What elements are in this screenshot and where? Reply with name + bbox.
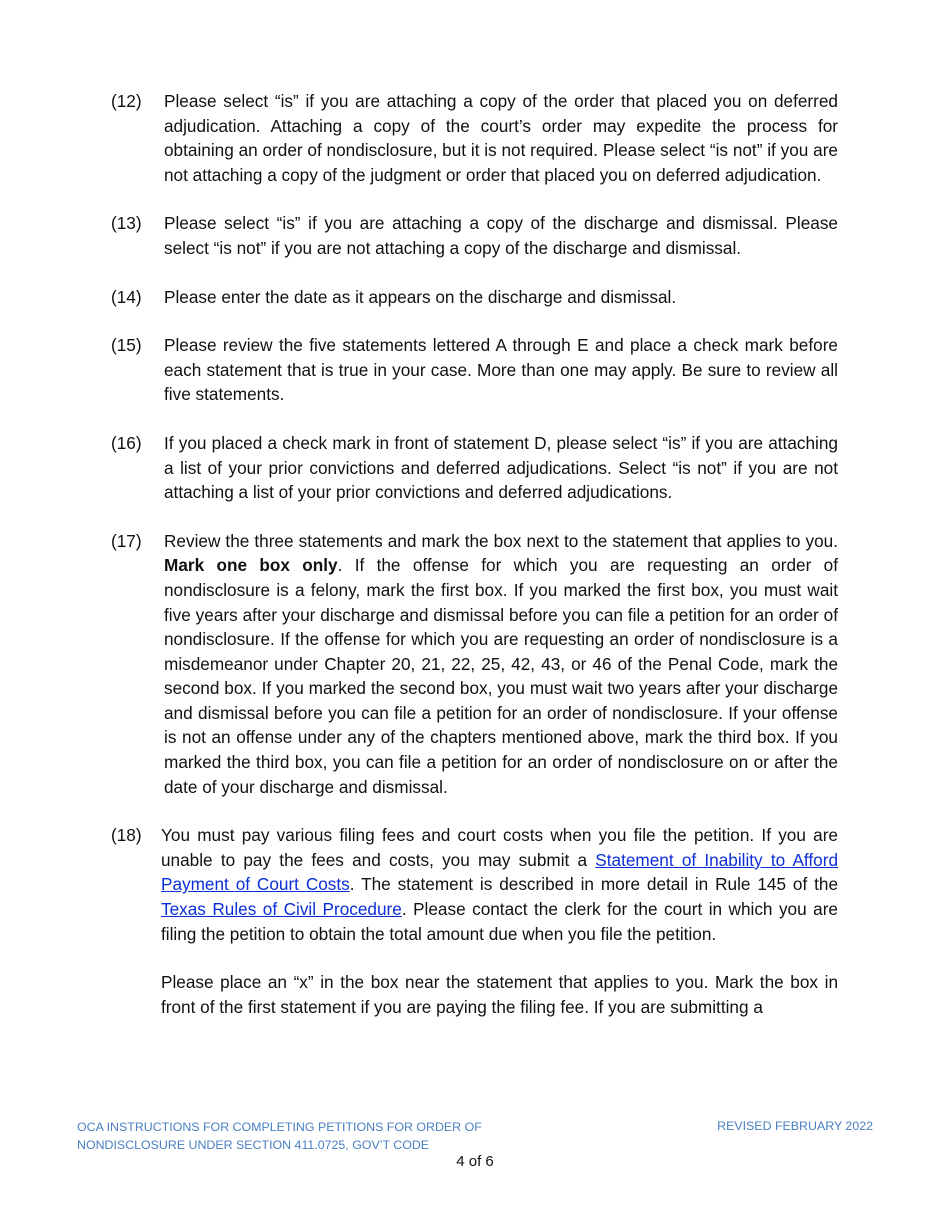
footer-title: [77, 1119, 482, 1154]
texas-rules-civil-procedure-link[interactable]: Texas Rules of Civil Procedure: [161, 899, 402, 920]
list-item-18: [111, 823, 838, 946]
item-text: If you placed a check mark in front of statement D, please select “is” if you are attaching a list of your prior convictions and deferred adjudications. Select “is not” if you are not attaching a list of your prior convictions and deferred adjudications.: [164, 432, 838, 503]
item-text: Please review the five statements lettered A through E and place a check mark before each statement that is true in your case. More than one may apply. Be sure to review all five statements.: [164, 335, 838, 405]
item17-lead: Review the three statements and mark the box next to the statement that applies to you.: [164, 530, 838, 551]
item-number: (14): [111, 286, 142, 307]
item18-part3: . Please contact the clerk for the court in which you are filing the petition to obtain the total amount due when you file the petition.: [161, 899, 838, 944]
item-text: Please select “is” if you are attaching a copy of the order that placed you on deferred adjudication. Attaching a copy of the court’s order may expedite the process for obtaining an order of nondisclosure, but it is not required. Please select “is not” if you are not attaching a copy of the judgment or order that placed you on deferred adjudication.: [164, 91, 838, 185]
item-number: (17): [111, 530, 142, 551]
item-number: (13): [111, 213, 142, 234]
item18-second-paragraph: Please place an “x” in the box near the statement that applies to you. Mark the box in front of the first statement if you are paying the filing fee. If you are submitting a: [161, 972, 838, 1017]
item17-bold-emphasis: Mark one box only: [164, 555, 338, 576]
item-text: Please select “is” if you are attaching a copy of the discharge and dismissal. Please select “is not” if you are not attaching a copy of the discharge and dismissal.: [164, 213, 838, 258]
item-text: Please enter the date as it appears on the discharge and dismissal.: [164, 286, 677, 307]
footer-revision-date: REVISED FEBRUARY 2022: [717, 1119, 873, 1133]
item-number: (15): [111, 335, 142, 356]
list-item: [111, 285, 838, 310]
footer-title-line2: NONDISCLOSURE UNDER SECTION 411.0725, GOV’T CODE: [77, 1137, 430, 1152]
item-number: (16): [111, 432, 142, 453]
list-item: [111, 431, 838, 505]
page-number: 4 of 6: [456, 1153, 494, 1170]
item-number: (12): [111, 91, 142, 111]
item17-rest: . If the offense for which you are requesting an order of nondisclosure is a felony, mark the first box. If you marked the first box, you must wait five years after your discharge and dismissal before you can file a petition for an order of nondisclosure. If the offense for which you are requesting an order of nondisclosure is a misdemeanor under Chapter 20, 21, 22, 25, 42, 43, or 46 of the Penal Code, mark the second box. If you marked the second box, you must wait two years after your discharge and dismissal before you can file a petition for an order of nondisclosure. If your offense is not an offense under any of the chapters mentioned above, mark the third box. If you marked the third box, you can file a petition for an order of nondisclosure on or after the date of your discharge and dismissal.: [164, 555, 838, 797]
list-item-17: [111, 529, 838, 800]
footer-title-line1: OCA INSTRUCTIONS FOR COMPLETING PETITIONS FOR ORDER OF: [77, 1120, 482, 1134]
item18-part1: You must pay various filing fees and court costs when you file the petition. If you are unable to pay the fees and costs, you may submit a: [161, 825, 838, 870]
list-item: [111, 333, 838, 407]
item-text: [161, 823, 838, 946]
item-text: [164, 529, 838, 800]
list-item: [111, 89, 838, 187]
list-item: [111, 211, 838, 260]
statement-of-inability-link[interactable]: Statement of Inability to Afford Payment of Court Costs: [161, 849, 839, 895]
instruction-list: [111, 89, 838, 1019]
item18-part2: . The statement is described in more detail in Rule 145 of the: [349, 874, 838, 895]
item-number: (18): [111, 825, 142, 846]
